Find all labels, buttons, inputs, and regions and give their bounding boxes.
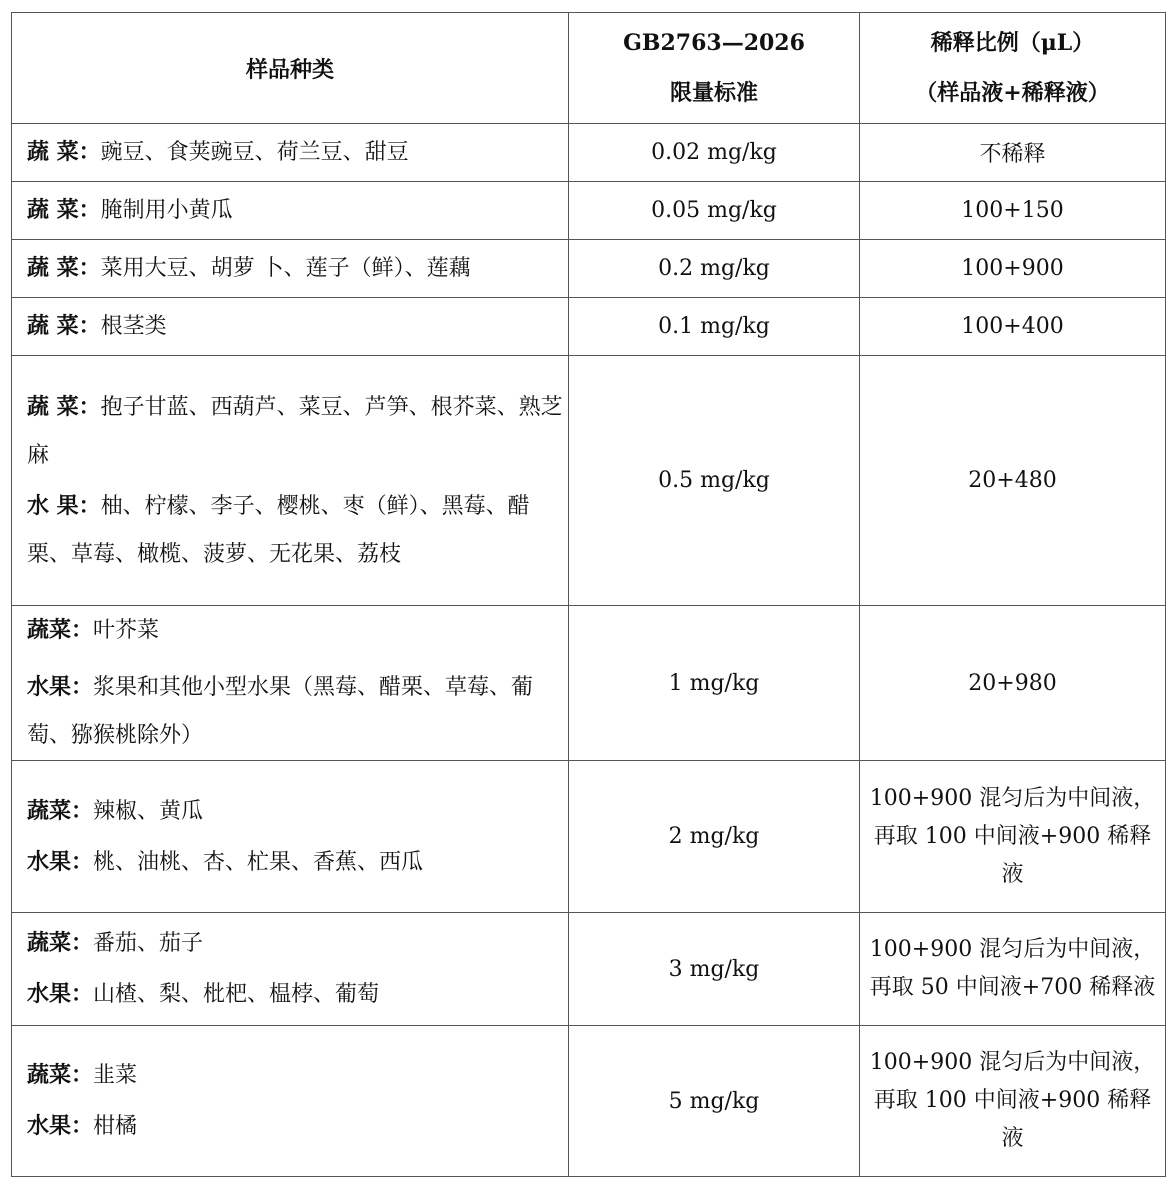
category-items: 辣椒、黄瓜 [93,798,204,824]
category-line [27,969,568,1020]
header-dilution-line: （样品液+稀释液） [915,80,1110,106]
category-line [27,1101,568,1152]
table-row [12,356,1166,606]
category-line [27,918,568,969]
dilution-cell: 20+480 [860,356,1166,606]
category-line [27,124,568,181]
header-dilution-line: 稀释比例（μL） [930,30,1095,56]
category-label: 蔬 菜： [27,393,101,420]
dilution-cell: 100+400 [860,298,1166,356]
header-category: 样品种类 [12,13,569,124]
dilution-cell: 20+980 [860,606,1166,761]
limit-cell: 5 mg/kg [569,1026,860,1177]
category-label: 蔬菜： [27,1062,94,1088]
table-row [12,182,1166,240]
dilution-line: 液 [1001,861,1024,887]
dilution-cell [860,761,1166,913]
category-label: 蔬 菜： [27,139,101,165]
category-cell [12,913,569,1026]
category-items: 豌豆、食荚豌豆、荷兰豆、甜豆 [100,140,409,165]
category-cell [12,124,569,182]
category-items: 抱子甘蓝、西葫芦、菜豆、芦笋、根芥菜、熟芝麻 [27,394,563,468]
dilution-line: 100+900 混匀后为中间液， [869,785,1156,811]
category-items: 腌制用小黄瓜 [100,198,233,223]
category-items: 根茎类 [100,314,167,339]
table-row [12,913,1166,1026]
category-line [27,837,568,888]
category-label: 蔬菜： [27,617,94,643]
header-dilution [860,13,1166,124]
dilution-line: 液 [1001,1126,1024,1151]
category-cell [12,606,569,761]
category-items: 番茄、茄子 [93,931,204,956]
category-label: 蔬 菜： [27,197,101,223]
dilution-line: 100+900 混匀后为中间液， [869,1050,1156,1075]
category-label: 蔬 菜： [27,313,101,339]
category-items: 叶芥菜 [93,618,160,643]
category-line [27,298,568,355]
category-label: 蔬 菜： [27,255,101,281]
category-line [27,240,568,297]
category-label: 水果： [27,981,94,1007]
category-line [27,482,568,579]
category-label: 水 果： [27,492,101,519]
table-row [12,761,1166,913]
dilution-line: 100+900 混匀后为中间液， [869,937,1156,962]
table-row [12,298,1166,356]
dilution-cell [860,1026,1166,1177]
category-label: 水果： [27,1113,94,1139]
category-label: 水果： [27,674,94,700]
limit-cell: 0.02 mg/kg [569,124,860,182]
dilution-line: 再取 100 中间液+900 稀释 [873,823,1152,849]
category-line [27,182,568,239]
category-line [27,606,568,655]
dilution-cell: 不稀释 [860,124,1166,182]
table-row [12,606,1166,761]
header-row [12,13,1166,124]
category-line [27,663,568,760]
limit-cell: 0.2 mg/kg [569,240,860,298]
category-line [27,1050,568,1101]
category-cell [12,298,569,356]
limits-table [11,12,1166,1177]
dilution-line: 再取 100 中间液+900 稀释 [873,1088,1152,1113]
dilution-line: 再取 50 中间液+700 稀释液 [869,975,1156,1000]
category-cell [12,356,569,606]
limit-cell: 0.1 mg/kg [569,298,860,356]
limit-cell: 0.5 mg/kg [569,356,860,606]
category-label: 蔬菜： [27,930,94,956]
dilution-cell: 100+150 [860,182,1166,240]
dilution-cell: 100+900 [860,240,1166,298]
table-row [12,240,1166,298]
limit-cell: 1 mg/kg [569,606,860,761]
category-items: 柚、柠檬、李子、樱桃、枣（鲜）、黑莓、醋栗、草莓、橄榄、菠萝、无花果、荔枝 [27,493,530,567]
category-cell [12,182,569,240]
table-row [12,1026,1166,1177]
header-limit [569,13,860,124]
category-items: 柑橘 [93,1114,138,1139]
header-limit-line: 限量标准 [669,80,758,106]
limit-cell: 3 mg/kg [569,913,860,1026]
category-cell [12,1026,569,1177]
category-items: 桃、油桃、杏、杧果、香蕉、西瓜 [93,849,424,875]
category-items: 山楂、梨、枇杷、榅桲、葡萄 [93,982,380,1007]
dilution-cell [860,913,1166,1026]
category-cell [12,240,569,298]
category-cell [12,761,569,913]
category-items: 韭菜 [93,1063,138,1088]
category-label: 水果： [27,848,94,875]
category-items: 浆果和其他小型水果（黑莓、醋栗、草莓、葡萄、猕猴桃除外） [27,675,534,748]
category-line [27,383,568,480]
category-items: 菜用大豆、胡萝 卜、莲子（鲜）、莲藕 [100,256,471,281]
header-limit-line: GB2763—2026 [623,30,805,56]
limit-cell: 2 mg/kg [569,761,860,913]
category-line [27,786,568,837]
table-row [12,124,1166,182]
category-label: 蔬菜： [27,797,94,824]
limit-cell: 0.05 mg/kg [569,182,860,240]
